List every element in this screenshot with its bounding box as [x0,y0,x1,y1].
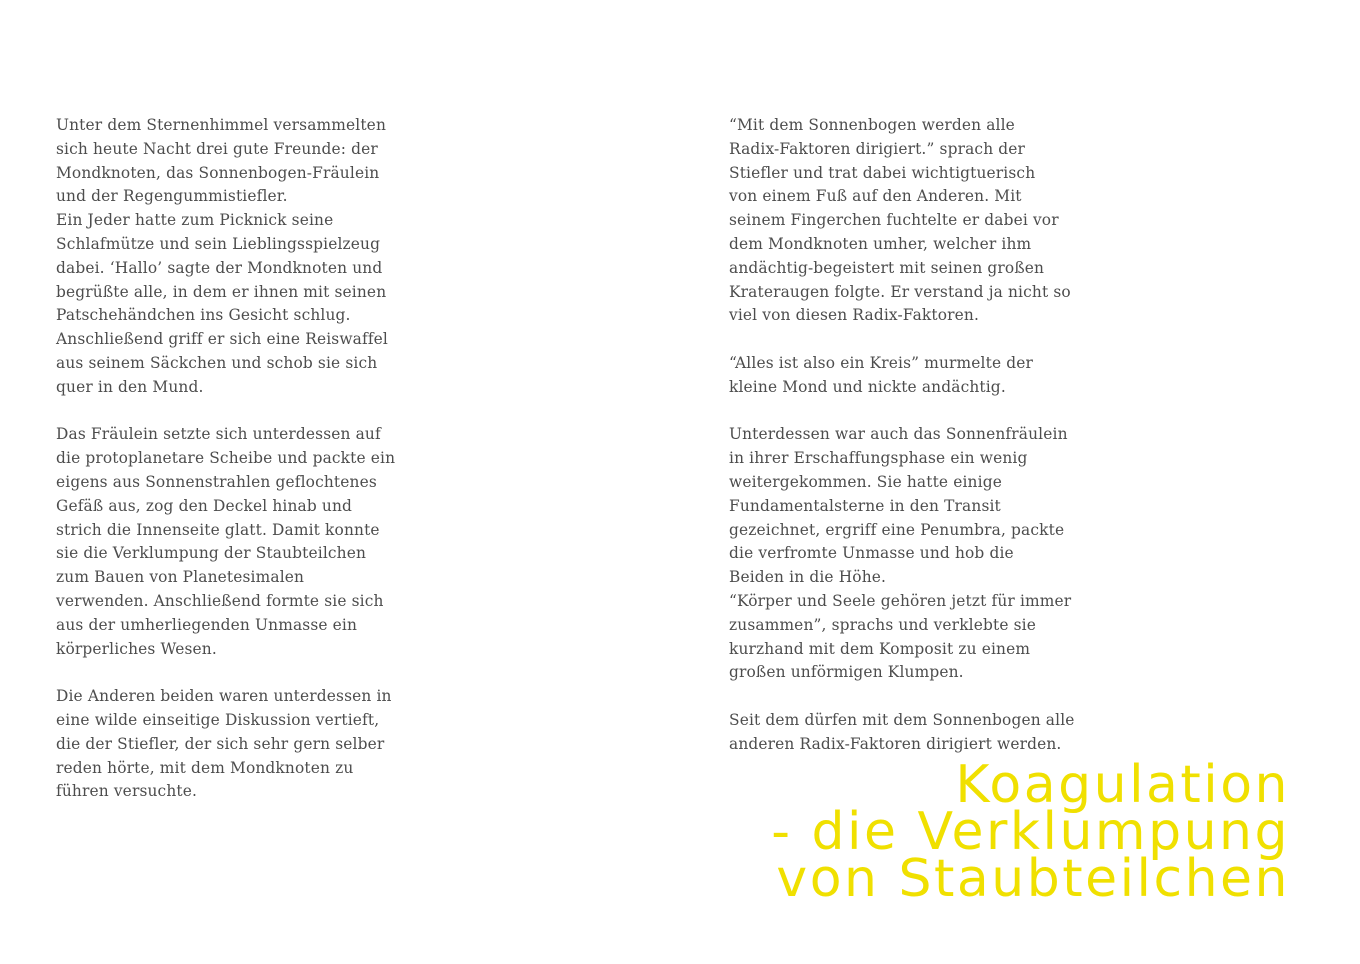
paragraph-picnic: Ein Jeder hatte zum Picknick seine Schlafmütze und sein Lieblingsspielzeug dabei. ‘Hallo’ sagte der Mondknoten und begrüßte alle, in dem er ihnen mit seinen Patschehändchen ins Gesicht schlug. Anschließend griff er sich eine Reiswaffel aus seinem Säckchen und schob sie sich quer in den Mund. [56,211,389,396]
paragraph-discussion: Die Anderen beiden waren unterdessen in eine wilde einseitige Diskussion vertieft, die der Stiefler, der sich sehr gern selber reden hörte, mit dem Mondknoten zu führen versuchte. [56,687,392,801]
chapter-title-line-3: von Staubteilchen [776,849,1290,909]
chapter-title-line-2: - die Verklumpung [771,802,1290,862]
paragraph-koerper-seele: “Körper und Seele gehören jetzt für immer zusammen”, sprachs und verklebte sie kurzhand mit dem Komposit zu einem großen unförmigen Klumpen. [729,591,1072,682]
paragraph-sonnenbogen: “Mit dem Sonnenbogen werden alle Radix-Faktoren dirigiert.” sprach der Stiefler und trat dabei wichtigtuerisch von einem Fuß auf den Anderen. Mit seinem Fingerchen fuchtelte er dabei vor dem Mondknoten umher, welcher ihm andächtig-begeistert mit seinen großen Krateraugen folgte. Er verstand ja nicht so viel von diesen Radix-Faktoren. [729,116,1071,325]
right-page [680,0,1360,964]
right-text-column [729,114,1119,780]
paragraph-fraeulein: Das Fräulein setzte sich unterdessen auf die protoplanetare Scheibe und packte ein eigens aus Sonnenstrahlen geflochtenes Gefäß aus, zog den Deckel hinab und strich die Innenseite glatt. Damit konnte sie die Verklumpung der Staubteilchen zum Bauen von Planetesimalen verwenden. Anschließend formte sie sich aus der umherliegenden Unmasse ein körperliches Wesen. [56,425,396,658]
chapter-title-line-1: Koagulation [955,755,1290,815]
chapter-title [771,755,1290,909]
left-text-column [56,114,436,828]
paragraph-erschaffung: Unterdessen war auch das Sonnenfräulein in ihrer Erschaffungsphase ein wenig weitergekommen. Sie hatte einige Fundamentalsterne in den Transit gezeichnet, ergriff eine Penumbra, packte die verfromte Unmasse und hob die Beiden in die Höhe. [729,425,1068,587]
paragraph-ending: Seit dem dürfen mit dem Sonnenbogen alle anderen Radix-Faktoren dirigiert werden. [729,710,1075,753]
paragraph-intro: Unter dem Sternenhimmel versammelten sich heute Nacht drei gute Freunde: der Mondknoten, das Sonnenbogen-Fräulein und der Regengummistiefler. [56,116,387,206]
paragraph-kreis: “Alles ist also ein Kreis” murmelte der kleine Mond und nickte andächtig. [729,353,1034,396]
